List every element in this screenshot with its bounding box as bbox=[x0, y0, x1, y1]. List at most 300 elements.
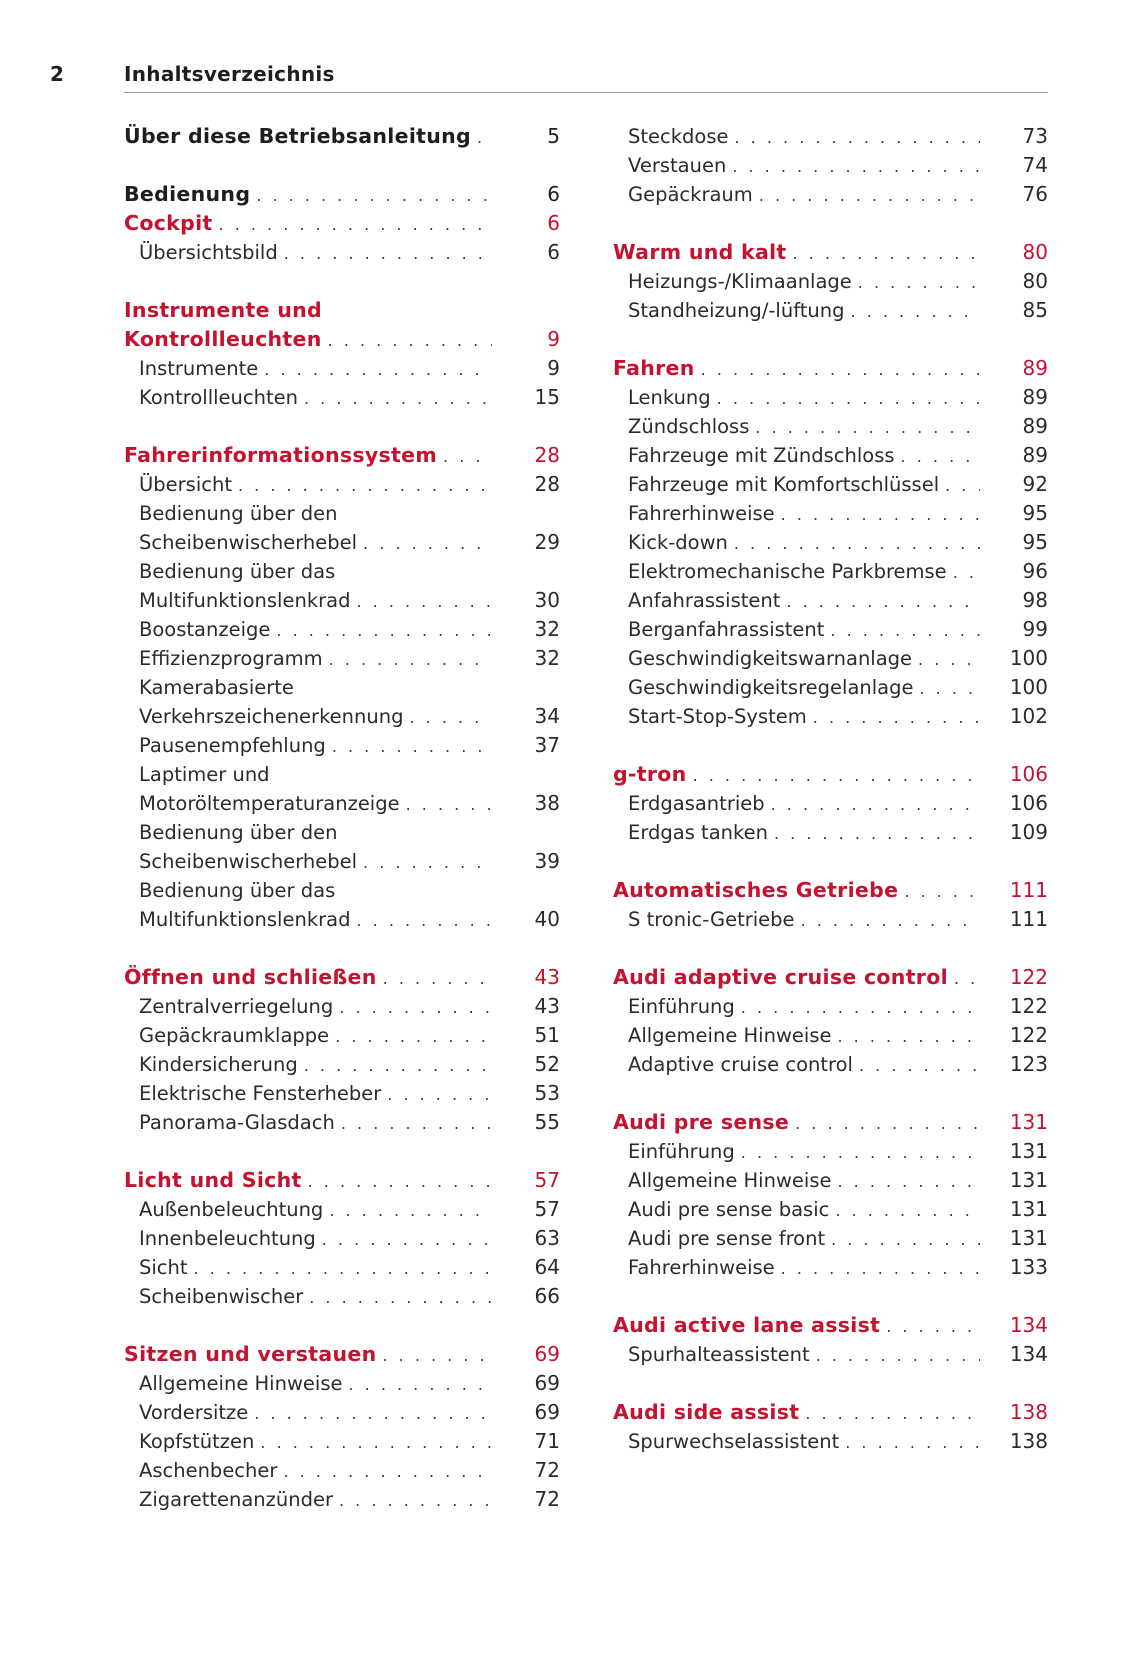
toc-entry-page-number: 43 bbox=[534, 965, 560, 989]
toc-entry-page-number: 106 bbox=[1009, 791, 1048, 815]
toc-entry-label: Kindersicherung bbox=[139, 1053, 298, 1076]
toc-entry-label: Scheibenwischerhebel bbox=[139, 850, 358, 873]
toc-chapter-entry[interactable] bbox=[124, 441, 560, 470]
toc-entry-page-number: 133 bbox=[1009, 1255, 1048, 1279]
dot-leader bbox=[837, 1167, 980, 1195]
toc-section-entry[interactable] bbox=[613, 992, 1048, 1021]
toc-entry-label: Effizienzprogramm bbox=[139, 647, 323, 670]
dot-leader bbox=[335, 1022, 492, 1050]
dot-leader bbox=[813, 703, 980, 731]
toc-entry-page-number: 106 bbox=[1009, 762, 1048, 786]
toc-entry-page-number: 80 bbox=[1022, 240, 1048, 264]
toc-entry-label: Start-Stop-System bbox=[628, 705, 807, 728]
dot-leader bbox=[945, 471, 980, 499]
toc-section-entry[interactable] bbox=[124, 1398, 560, 1427]
dot-leader bbox=[771, 790, 980, 818]
toc-entry-label: Audi pre sense front bbox=[628, 1227, 826, 1250]
toc-entry-page-number: 95 bbox=[1022, 501, 1048, 525]
toc-section-entry[interactable] bbox=[124, 1456, 560, 1485]
toc-section-entry[interactable] bbox=[124, 731, 560, 760]
toc-entry-page-number: 15 bbox=[534, 385, 560, 409]
toc-section-entry[interactable] bbox=[124, 1253, 560, 1282]
toc-section-entry[interactable] bbox=[613, 1224, 1048, 1253]
toc-entry-label: Allgemeine Hinweise bbox=[628, 1024, 832, 1047]
header-divider bbox=[124, 92, 1048, 93]
toc-entry-label: Fahren bbox=[613, 356, 695, 380]
dot-leader bbox=[219, 210, 492, 238]
dot-leader bbox=[850, 297, 980, 325]
toc-entry-label: Heizungs-/Klimaanlage bbox=[628, 270, 852, 293]
toc-entry-page-number: 69 bbox=[534, 1400, 560, 1424]
toc-entry-label: Kick-down bbox=[628, 531, 728, 554]
toc-section-entry[interactable] bbox=[613, 789, 1048, 818]
toc-entry-label: Automatisches Getriebe bbox=[613, 878, 899, 902]
toc-section-entry[interactable] bbox=[124, 673, 560, 702]
toc-entry-label: Fahrzeuge mit Zündschloss bbox=[628, 444, 895, 467]
toc-section-entry[interactable] bbox=[124, 992, 560, 1021]
toc-entry-page-number: 38 bbox=[534, 791, 560, 815]
dot-leader bbox=[786, 587, 980, 615]
toc-entry-page-number: 76 bbox=[1022, 182, 1048, 206]
toc-chapter-entry[interactable] bbox=[613, 354, 1048, 383]
dot-leader bbox=[717, 384, 980, 412]
toc-section-entry[interactable] bbox=[613, 122, 1048, 151]
toc-section-entry[interactable] bbox=[613, 1253, 1048, 1282]
toc-section-entry[interactable] bbox=[613, 383, 1048, 412]
toc-entry-label: Bedienung über das bbox=[139, 560, 336, 583]
toc-entry-page-number: 5 bbox=[547, 124, 560, 148]
dot-leader bbox=[387, 1080, 492, 1108]
dot-leader bbox=[341, 1109, 492, 1137]
toc-section-entry[interactable] bbox=[613, 470, 1048, 499]
toc-section-entry[interactable] bbox=[124, 789, 560, 818]
toc-entry-page-number: 57 bbox=[534, 1197, 560, 1221]
toc-entry-label: Bedienung bbox=[124, 182, 251, 206]
toc-entry-label: Spurwechselassistent bbox=[628, 1430, 840, 1453]
dot-leader bbox=[781, 500, 980, 528]
toc-chapter-entry[interactable] bbox=[613, 963, 1048, 992]
toc-entry-page-number: 131 bbox=[1009, 1139, 1048, 1163]
toc-section-entry[interactable] bbox=[613, 615, 1048, 644]
toc-entry-page-number: 102 bbox=[1009, 704, 1048, 728]
dot-leader bbox=[735, 123, 981, 151]
toc-section-entry[interactable] bbox=[124, 1282, 560, 1311]
toc-entry-label: Einführung bbox=[628, 995, 735, 1018]
toc-entry-page-number: 138 bbox=[1009, 1429, 1048, 1453]
toc-entry-label: Boostanzeige bbox=[139, 618, 271, 641]
toc-entry-page-number: 131 bbox=[1009, 1197, 1048, 1221]
toc-entry-page-number: 28 bbox=[534, 443, 560, 467]
toc-entry-page-number: 55 bbox=[534, 1110, 560, 1134]
toc-entry-label: Laptimer und bbox=[139, 763, 270, 786]
toc-entry-page-number: 89 bbox=[1022, 414, 1048, 438]
toc-entry-page-number: 100 bbox=[1009, 646, 1048, 670]
toc-entry-page-number: 63 bbox=[534, 1226, 560, 1250]
toc-section-entry[interactable] bbox=[124, 1369, 560, 1398]
toc-section-entry[interactable] bbox=[613, 441, 1048, 470]
toc-entry-page-number: 71 bbox=[534, 1429, 560, 1453]
dot-leader bbox=[308, 1167, 492, 1195]
toc-entry-page-number: 111 bbox=[1009, 878, 1048, 902]
toc-column-right bbox=[613, 122, 1048, 1456]
toc-entry-label: Licht und Sicht bbox=[124, 1168, 302, 1192]
toc-entry-label: Kamerabasierte bbox=[139, 676, 294, 699]
toc-chapter-entry[interactable] bbox=[124, 1340, 560, 1369]
toc-entry-label: Geschwindigkeitsregelanlage bbox=[628, 676, 914, 699]
toc-section-entry[interactable] bbox=[613, 296, 1048, 325]
toc-entry-label: Zigarettenanzünder bbox=[139, 1488, 333, 1511]
toc-section-entry[interactable] bbox=[124, 1050, 560, 1079]
toc-entry-label: Pausenempfehlung bbox=[139, 734, 326, 757]
toc-entry-page-number: 51 bbox=[534, 1023, 560, 1047]
toc-entry-label: Vordersitze bbox=[139, 1401, 249, 1424]
dot-leader bbox=[858, 268, 980, 296]
toc-entry-label: Fahrzeuge mit Komfortschlüssel bbox=[628, 473, 940, 496]
dot-leader bbox=[329, 1196, 492, 1224]
toc-section-entry[interactable] bbox=[124, 847, 560, 876]
toc-chapter-entry[interactable] bbox=[613, 238, 1048, 267]
toc-entry-label: Zentralverriegelung bbox=[139, 995, 334, 1018]
dot-leader bbox=[734, 529, 980, 557]
toc-entry-page-number: 98 bbox=[1022, 588, 1048, 612]
toc-section-entry[interactable] bbox=[124, 1021, 560, 1050]
toc-entry-page-number: 6 bbox=[547, 182, 560, 206]
dot-leader bbox=[859, 1051, 980, 1079]
dot-leader bbox=[693, 761, 980, 789]
toc-entry-label: Audi pre sense basic bbox=[628, 1198, 830, 1221]
toc-section-entry[interactable] bbox=[124, 470, 560, 499]
dot-leader bbox=[741, 1138, 980, 1166]
dot-leader bbox=[774, 819, 980, 847]
toc-section-entry[interactable] bbox=[124, 238, 560, 267]
toc-entry-label: Bedienung über das bbox=[139, 879, 336, 902]
toc-section-entry[interactable] bbox=[613, 1021, 1048, 1050]
toc-chapter-entry[interactable] bbox=[124, 296, 560, 325]
toc-entry-label: Geschwindigkeitswarnanlage bbox=[628, 647, 913, 670]
toc-entry-page-number: 99 bbox=[1022, 617, 1048, 641]
dot-leader bbox=[831, 1225, 980, 1253]
toc-chapter-entry[interactable] bbox=[124, 122, 560, 151]
dot-leader bbox=[304, 1051, 492, 1079]
toc-entry-label: Audi pre sense bbox=[613, 1110, 790, 1134]
dot-leader bbox=[830, 616, 980, 644]
toc-entry-label: Audi side assist bbox=[613, 1400, 800, 1424]
toc-chapter-entry[interactable] bbox=[124, 325, 560, 354]
toc-section-entry[interactable] bbox=[124, 818, 560, 847]
dot-leader bbox=[284, 239, 492, 267]
toc-entry-page-number: 29 bbox=[534, 530, 560, 554]
toc-entry-label: S tronic-Getriebe bbox=[628, 908, 795, 931]
toc-section-entry[interactable] bbox=[613, 673, 1048, 702]
toc-section-entry[interactable] bbox=[124, 615, 560, 644]
toc-entry-label: Anfahrassistent bbox=[628, 589, 781, 612]
toc-entry-page-number: 100 bbox=[1009, 675, 1048, 699]
dot-leader bbox=[816, 1341, 980, 1369]
page-number: 2 bbox=[50, 62, 64, 86]
toc-entry-page-number: 109 bbox=[1009, 820, 1048, 844]
toc-section-entry[interactable] bbox=[613, 1137, 1048, 1166]
toc-entry-page-number: 85 bbox=[1022, 298, 1048, 322]
toc-section-entry[interactable] bbox=[613, 1166, 1048, 1195]
toc-entry-label: Multifunktionslenkrad bbox=[139, 908, 351, 931]
dot-leader bbox=[339, 993, 492, 1021]
toc-section-entry[interactable] bbox=[613, 1050, 1048, 1079]
dot-leader bbox=[339, 1486, 492, 1514]
toc-section-entry[interactable] bbox=[613, 644, 1048, 673]
dot-leader bbox=[309, 1283, 492, 1311]
toc-section-entry[interactable] bbox=[613, 905, 1048, 934]
toc-entry-page-number: 72 bbox=[534, 1487, 560, 1511]
dot-leader bbox=[801, 906, 980, 934]
dot-leader bbox=[304, 384, 492, 412]
toc-entry-label: Sicht bbox=[139, 1256, 188, 1279]
toc-section-entry[interactable] bbox=[613, 1195, 1048, 1224]
toc-entry-page-number: 122 bbox=[1009, 1023, 1048, 1047]
toc-section-entry[interactable] bbox=[613, 180, 1048, 209]
toc-entry-page-number: 72 bbox=[534, 1458, 560, 1482]
toc-chapter-entry[interactable] bbox=[124, 963, 560, 992]
toc-section-entry[interactable] bbox=[124, 586, 560, 615]
toc-section-entry[interactable] bbox=[613, 1427, 1048, 1456]
toc-section-entry[interactable] bbox=[124, 528, 560, 557]
dot-leader bbox=[356, 906, 492, 934]
toc-entry-page-number: 53 bbox=[534, 1081, 560, 1105]
toc-entry-label: Bedienung über den bbox=[139, 502, 338, 525]
toc-chapter-entry[interactable] bbox=[613, 1311, 1048, 1340]
dot-leader bbox=[732, 152, 980, 180]
toc-column-left bbox=[124, 122, 560, 1514]
toc-entry-page-number: 57 bbox=[534, 1168, 560, 1192]
toc-entry-page-number: 64 bbox=[534, 1255, 560, 1279]
toc-section-entry[interactable] bbox=[124, 1485, 560, 1514]
toc-entry-page-number: 122 bbox=[1009, 965, 1048, 989]
toc-chapter-entry[interactable] bbox=[124, 209, 560, 238]
toc-entry-page-number: 43 bbox=[534, 994, 560, 1018]
toc-section-entry[interactable] bbox=[613, 1340, 1048, 1369]
toc-entry-page-number: 131 bbox=[1009, 1226, 1048, 1250]
toc-entry-label: Lenkung bbox=[628, 386, 711, 409]
toc-section-entry[interactable] bbox=[124, 383, 560, 412]
dot-leader bbox=[276, 616, 492, 644]
toc-entry-label: Elektromechanische Parkbremse bbox=[628, 560, 947, 583]
dot-leader bbox=[918, 645, 980, 673]
toc-entry-page-number: 69 bbox=[534, 1371, 560, 1395]
dot-leader bbox=[238, 471, 492, 499]
dot-leader bbox=[194, 1254, 492, 1282]
toc-section-entry[interactable] bbox=[124, 557, 560, 586]
dot-leader bbox=[901, 442, 980, 470]
dot-leader bbox=[260, 1428, 492, 1456]
toc-entry-page-number: 9 bbox=[547, 356, 560, 380]
toc-section-entry[interactable] bbox=[613, 267, 1048, 296]
page-title: Inhaltsverzeichnis bbox=[124, 62, 335, 86]
toc-entry-page-number: 138 bbox=[1009, 1400, 1048, 1424]
toc-entry-page-number: 52 bbox=[534, 1052, 560, 1076]
page-header bbox=[0, 62, 1142, 92]
toc-entry-label: Über diese Betriebsanleitung bbox=[124, 124, 472, 148]
dot-leader bbox=[332, 732, 492, 760]
toc-entry-page-number: 80 bbox=[1022, 269, 1048, 293]
toc-entry-page-number: 69 bbox=[534, 1342, 560, 1366]
toc-entry-label: Verkehrszeichenerkennung bbox=[139, 705, 404, 728]
toc-section-entry[interactable] bbox=[124, 876, 560, 905]
toc-entry-page-number: 39 bbox=[534, 849, 560, 873]
dot-leader bbox=[741, 993, 980, 1021]
dot-leader bbox=[363, 529, 492, 557]
toc-entry-label: Zündschloss bbox=[628, 415, 750, 438]
toc-chapter-entry[interactable] bbox=[613, 1398, 1048, 1427]
toc-section-entry[interactable] bbox=[613, 151, 1048, 180]
dot-leader bbox=[781, 1254, 980, 1282]
toc-chapter-entry[interactable] bbox=[613, 876, 1048, 905]
toc-entry-label: Kontrollleuchten bbox=[139, 386, 298, 409]
dot-leader bbox=[356, 587, 492, 615]
toc-entry-page-number: 9 bbox=[547, 327, 560, 351]
dot-leader bbox=[348, 1370, 492, 1398]
dot-leader bbox=[477, 123, 492, 151]
toc-section-entry[interactable] bbox=[613, 412, 1048, 441]
toc-entry-label: Innenbeleuchtung bbox=[139, 1227, 316, 1250]
toc-section-entry[interactable] bbox=[613, 586, 1048, 615]
toc-chapter-entry[interactable] bbox=[613, 760, 1048, 789]
toc-entry-page-number: 122 bbox=[1009, 994, 1048, 1018]
toc-section-entry[interactable] bbox=[613, 528, 1048, 557]
toc-entry-label: Fahrerhinweise bbox=[628, 502, 775, 525]
toc-entry-page-number: 96 bbox=[1022, 559, 1048, 583]
toc-entry-label: Motoröltemperaturanzeige bbox=[139, 792, 400, 815]
toc-entry-label: Elektrische Fensterheber bbox=[139, 1082, 382, 1105]
dot-leader bbox=[954, 964, 980, 992]
toc-entry-page-number: 6 bbox=[547, 240, 560, 264]
toc-section-entry[interactable] bbox=[124, 354, 560, 383]
toc-entry-page-number: 131 bbox=[1009, 1168, 1048, 1192]
toc-section-entry[interactable] bbox=[124, 1195, 560, 1224]
dot-leader bbox=[755, 413, 980, 441]
toc-entry-label: Instrumente und bbox=[124, 298, 322, 322]
dot-leader bbox=[254, 1399, 492, 1427]
dot-leader bbox=[953, 558, 980, 586]
toc-chapter-entry[interactable] bbox=[613, 1108, 1048, 1137]
toc-entry-label: Verstauen bbox=[628, 154, 727, 177]
toc-entry-label: Einführung bbox=[628, 1140, 735, 1163]
toc-entry-label: Audi active lane assist bbox=[613, 1313, 881, 1337]
dot-leader bbox=[329, 645, 492, 673]
toc-section-entry[interactable] bbox=[124, 1108, 560, 1137]
toc-entry-page-number: 89 bbox=[1022, 356, 1048, 380]
toc-entry-page-number: 134 bbox=[1009, 1342, 1048, 1366]
toc-entry-label: Cockpit bbox=[124, 211, 213, 235]
toc-entry-label: Öffnen und schließen bbox=[124, 965, 377, 989]
toc-section-entry[interactable] bbox=[124, 644, 560, 673]
toc-entry-label: Außenbeleuchtung bbox=[139, 1198, 324, 1221]
toc-section-entry[interactable] bbox=[124, 1224, 560, 1253]
toc-chapter-entry[interactable] bbox=[124, 180, 560, 209]
toc-entry-label: Instrumente bbox=[139, 357, 259, 380]
dot-leader bbox=[383, 964, 492, 992]
dot-leader bbox=[759, 181, 980, 209]
toc-entry-page-number: 123 bbox=[1009, 1052, 1048, 1076]
dot-leader bbox=[363, 848, 492, 876]
dot-leader bbox=[264, 355, 492, 383]
toc-section-entry[interactable] bbox=[124, 760, 560, 789]
toc-entry-page-number: 30 bbox=[534, 588, 560, 612]
dot-leader bbox=[904, 877, 980, 905]
toc-entry-page-number: 66 bbox=[534, 1284, 560, 1308]
toc-section-entry[interactable] bbox=[613, 557, 1048, 586]
toc-entry-label: Spurhalteassistent bbox=[628, 1343, 810, 1366]
toc-section-entry[interactable] bbox=[124, 905, 560, 934]
toc-section-entry[interactable] bbox=[124, 499, 560, 528]
toc-entry-label: Panorama-Glasdach bbox=[139, 1111, 335, 1134]
toc-entry-label: Kopfstützen bbox=[139, 1430, 255, 1453]
dot-leader bbox=[382, 1341, 492, 1369]
toc-entry-page-number: 40 bbox=[534, 907, 560, 931]
toc-entry-label: Gepäckraumklappe bbox=[139, 1024, 330, 1047]
toc-entry-page-number: 89 bbox=[1022, 385, 1048, 409]
toc-entry-label: Multifunktionslenkrad bbox=[139, 589, 351, 612]
toc-entry-label: Übersicht bbox=[139, 473, 232, 496]
dot-leader bbox=[886, 1312, 980, 1340]
toc-entry-label: Aschenbecher bbox=[139, 1459, 278, 1482]
toc-entry-label: Bedienung über den bbox=[139, 821, 338, 844]
toc-entry-page-number: 95 bbox=[1022, 530, 1048, 554]
toc-entry-page-number: 134 bbox=[1009, 1313, 1048, 1337]
toc-entry-page-number: 73 bbox=[1022, 124, 1048, 148]
toc-section-entry[interactable] bbox=[124, 702, 560, 731]
toc-entry-label: Fahrerhinweise bbox=[628, 1256, 775, 1279]
toc-entry-page-number: 74 bbox=[1022, 153, 1048, 177]
toc-entry-page-number: 6 bbox=[547, 211, 560, 235]
toc-entry-label: Audi adaptive cruise control bbox=[613, 965, 948, 989]
dot-leader bbox=[443, 442, 492, 470]
dot-leader bbox=[793, 239, 980, 267]
dot-leader bbox=[322, 1225, 492, 1253]
toc-entry-page-number: 28 bbox=[534, 472, 560, 496]
toc-entry-page-number: 92 bbox=[1022, 472, 1048, 496]
toc-entry-label: Standheizung/-lüftung bbox=[628, 299, 845, 322]
dot-leader bbox=[701, 355, 980, 383]
toc-entry-page-number: 34 bbox=[534, 704, 560, 728]
dot-leader bbox=[283, 1457, 492, 1485]
toc-entry-label: Übersichtsbild bbox=[139, 241, 278, 264]
dot-leader bbox=[845, 1428, 980, 1456]
toc-entry-label: Berganfahrassistent bbox=[628, 618, 825, 641]
toc-entry-label: Sitzen und verstauen bbox=[124, 1342, 377, 1366]
toc-entry-label: Adaptive cruise control bbox=[628, 1053, 853, 1076]
dot-leader bbox=[805, 1399, 980, 1427]
toc-section-entry[interactable] bbox=[124, 1079, 560, 1108]
toc-entry-label: Gepäckraum bbox=[628, 183, 753, 206]
toc-entry-label: Steckdose bbox=[628, 125, 729, 148]
toc-entry-label: Erdgas tanken bbox=[628, 821, 768, 844]
toc-entry-label: g-tron bbox=[613, 762, 687, 786]
dot-leader bbox=[256, 181, 492, 209]
toc-entry-label: Erdgasantrieb bbox=[628, 792, 765, 815]
toc-entry-label: Scheibenwischerhebel bbox=[139, 531, 358, 554]
toc-section-entry[interactable] bbox=[613, 499, 1048, 528]
toc-entry-page-number: 32 bbox=[534, 646, 560, 670]
dot-leader bbox=[835, 1196, 980, 1224]
toc-section-entry[interactable] bbox=[124, 1427, 560, 1456]
toc-section-entry[interactable] bbox=[613, 818, 1048, 847]
toc-entry-label: Kontrollleuchten bbox=[124, 327, 322, 351]
dot-leader bbox=[409, 703, 492, 731]
toc-chapter-entry[interactable] bbox=[124, 1166, 560, 1195]
dot-leader bbox=[795, 1109, 980, 1137]
toc-entry-page-number: 111 bbox=[1009, 907, 1048, 931]
toc-entry-label: Fahrerinformationssystem bbox=[124, 443, 438, 467]
toc-section-entry[interactable] bbox=[613, 702, 1048, 731]
